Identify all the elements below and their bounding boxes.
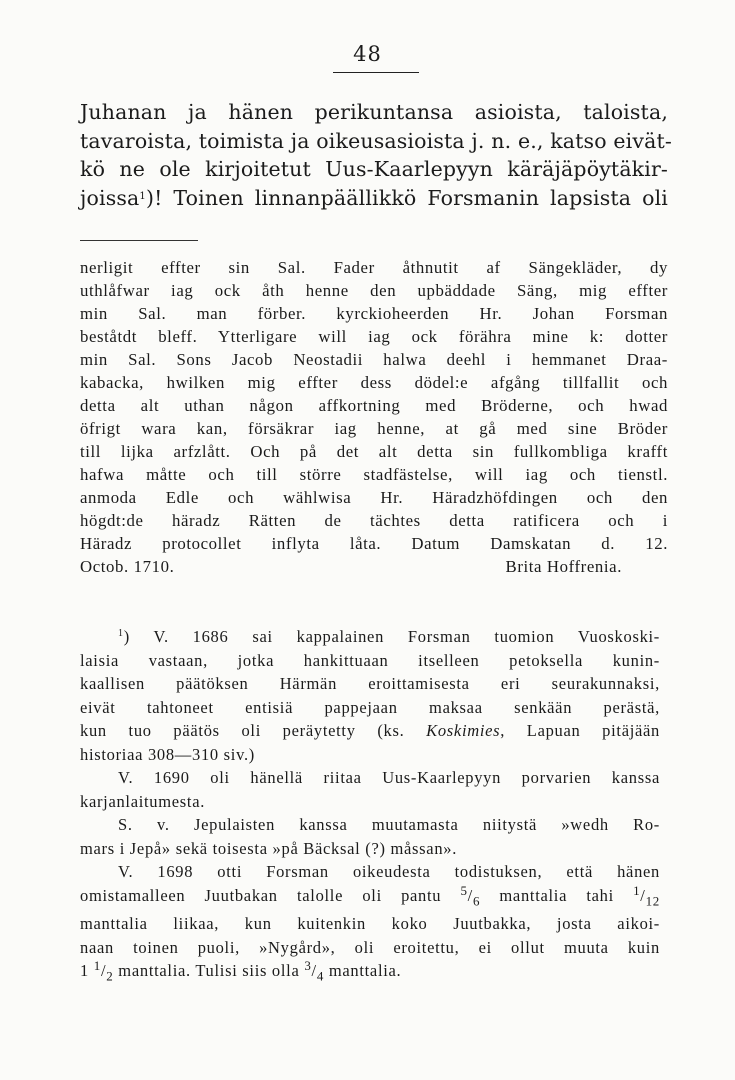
main-text-line: tavaroista, toimista ja oikeusasioista j. n. e., katso eivät- bbox=[80, 128, 672, 153]
footnote-reference: 1 bbox=[139, 190, 146, 202]
fraction-slash: / bbox=[100, 961, 107, 981]
footnote-line: V. 1698 otti Forsman oikeudesta todistuksen, että hänen bbox=[118, 862, 660, 881]
fraction-numerator: 1 bbox=[93, 958, 101, 974]
main-text-line: kö ne ole kirjoitetut Uus-Kaarlepyyn käräjäpöytäkir- bbox=[80, 157, 668, 181]
quote-line: anmoda Edle och wählwisa Hr. Häradzhöfdingen och den bbox=[80, 488, 668, 507]
footnote-line: karjanlaitumesta. bbox=[80, 791, 206, 811]
footnote-text: manttalia tahi bbox=[480, 885, 634, 905]
main-text-fragment: )! Toinen linnanpäällikkö Forsmanin lapsista oli bbox=[145, 185, 668, 210]
quote-line: uthlåfwar iag ock åth henne den upbäddade Säng, mig effter bbox=[80, 281, 668, 300]
quote-signature: Brita Hoffrenia. bbox=[505, 557, 622, 576]
quote-line: min Sal. Sons Jacob Neostadii halwa deehl i hemmanet Draa- bbox=[80, 350, 668, 369]
footnote-text: manttalia. bbox=[324, 961, 402, 981]
footnote-text: omistamalleen Juutbakan talolle oli pantu bbox=[80, 885, 461, 905]
footnote-marker: 1 bbox=[118, 628, 124, 639]
footnote-line: manttalia liikaa, kun kuitenkin koko Juutbakka, josta aikoi- bbox=[80, 914, 660, 934]
footnote-text: manttalia. Tulisi siis olla bbox=[113, 961, 305, 981]
footnote-line bbox=[80, 625, 660, 649]
quoted-document bbox=[80, 256, 668, 578]
fraction-slash: / bbox=[467, 885, 473, 905]
main-text bbox=[80, 98, 672, 212]
cited-author: Koskimies bbox=[426, 721, 501, 740]
quote-line: beståtdt bleff. Ytterligare will iag ock förähra mine k: dotter bbox=[80, 327, 668, 346]
footnote-text: 1 bbox=[80, 961, 94, 981]
quote-line: Häradz protocollet inflyta låta. Datum Damskatan d. 12. bbox=[80, 534, 668, 553]
fraction-numerator: 3 bbox=[304, 958, 312, 974]
footnotes bbox=[80, 625, 660, 988]
page-number: 48 bbox=[353, 42, 382, 66]
main-text-line bbox=[80, 184, 668, 213]
fraction-denominator: 2 bbox=[106, 968, 114, 984]
quote-line: kabacka, hwilken mig effter dess dödel:e afgång tillfallit och bbox=[80, 373, 668, 392]
quote-line: hafwa måtte och till större stadfästelse, will iag och tienstl. bbox=[80, 465, 668, 484]
quote-line: detta alt uthan någon affkortning med Bröderne, och hwad bbox=[80, 396, 668, 415]
quote-line: öfrigt wara kan, försäkrar iag henne, at gå med sine Bröder bbox=[80, 419, 668, 438]
footnote-line: eivät tahtoneet entisiä pappejaan maksaa senkään perästä, bbox=[80, 697, 660, 717]
footnote-line: S. v. Jepulaisten kanssa muutamasta niitystä »wedh Ro- bbox=[118, 815, 660, 834]
quote-date: Octob. 1710. bbox=[80, 557, 175, 576]
footnote-line: laisia vastaan, jotka hankittuaan itselleen petoksella kunin- bbox=[80, 650, 660, 670]
fraction-slash: / bbox=[311, 961, 317, 981]
fraction-numerator: 5 bbox=[460, 882, 468, 898]
footnote-line bbox=[80, 719, 660, 743]
fraction-denominator: 12 bbox=[645, 892, 660, 908]
fraction-slash: / bbox=[640, 885, 646, 905]
quote-line: nerligit effter sin Sal. Fader åthnutit af Sängekläder, dy bbox=[80, 258, 668, 277]
footnote-line: V. 1690 oli hänellä riitaa Uus-Kaarlepyyn porvarien kanssa bbox=[118, 768, 660, 787]
footnote-line bbox=[80, 959, 660, 988]
quote-closing bbox=[80, 555, 668, 578]
footnote-text: ) V. 1686 sai kappalainen Forsman tuomion Vuoskoski- bbox=[123, 627, 660, 646]
main-text-line: Juhanan ja hänen perikuntansa asioista, taloista, bbox=[80, 100, 668, 124]
footnote-text: , Lapuan pitäjään bbox=[500, 721, 660, 740]
quote-line: till lijka arfzlått. Och på det alt detta sin fullkombliga krafft bbox=[80, 442, 668, 461]
footnote-line: naan toinen puoli, »Nygård», oli eroitettu, ei ollut muuta kuin bbox=[80, 937, 660, 957]
footnote-separator bbox=[80, 240, 198, 241]
page-number-rule bbox=[333, 72, 419, 73]
main-text-fragment: joissa bbox=[80, 185, 140, 210]
footnote-text: kun tuo päätös oli peräytetty (ks. bbox=[80, 721, 427, 740]
footnote-line: mars i Jepå» sekä toisesta »på Bäcksal (?) måssan». bbox=[80, 838, 458, 858]
footnote-line: historiaa 308—310 siv.) bbox=[80, 744, 255, 764]
footnote-line: kaallisen päätöksen Härmän eroittamisesta eri seurakunnaksi, bbox=[80, 674, 660, 693]
fraction-numerator: 1 bbox=[633, 882, 641, 898]
fraction-denominator: 4 bbox=[316, 968, 325, 984]
fraction-denominator: 6 bbox=[472, 892, 481, 908]
quote-line: högdt:de häradz Rätten de tächtes detta ratificera och i bbox=[80, 511, 668, 530]
quote-line: min Sal. man förber. kyrckioheerden Hr. Johan Forsman bbox=[80, 304, 668, 323]
footnote-line bbox=[80, 884, 660, 913]
